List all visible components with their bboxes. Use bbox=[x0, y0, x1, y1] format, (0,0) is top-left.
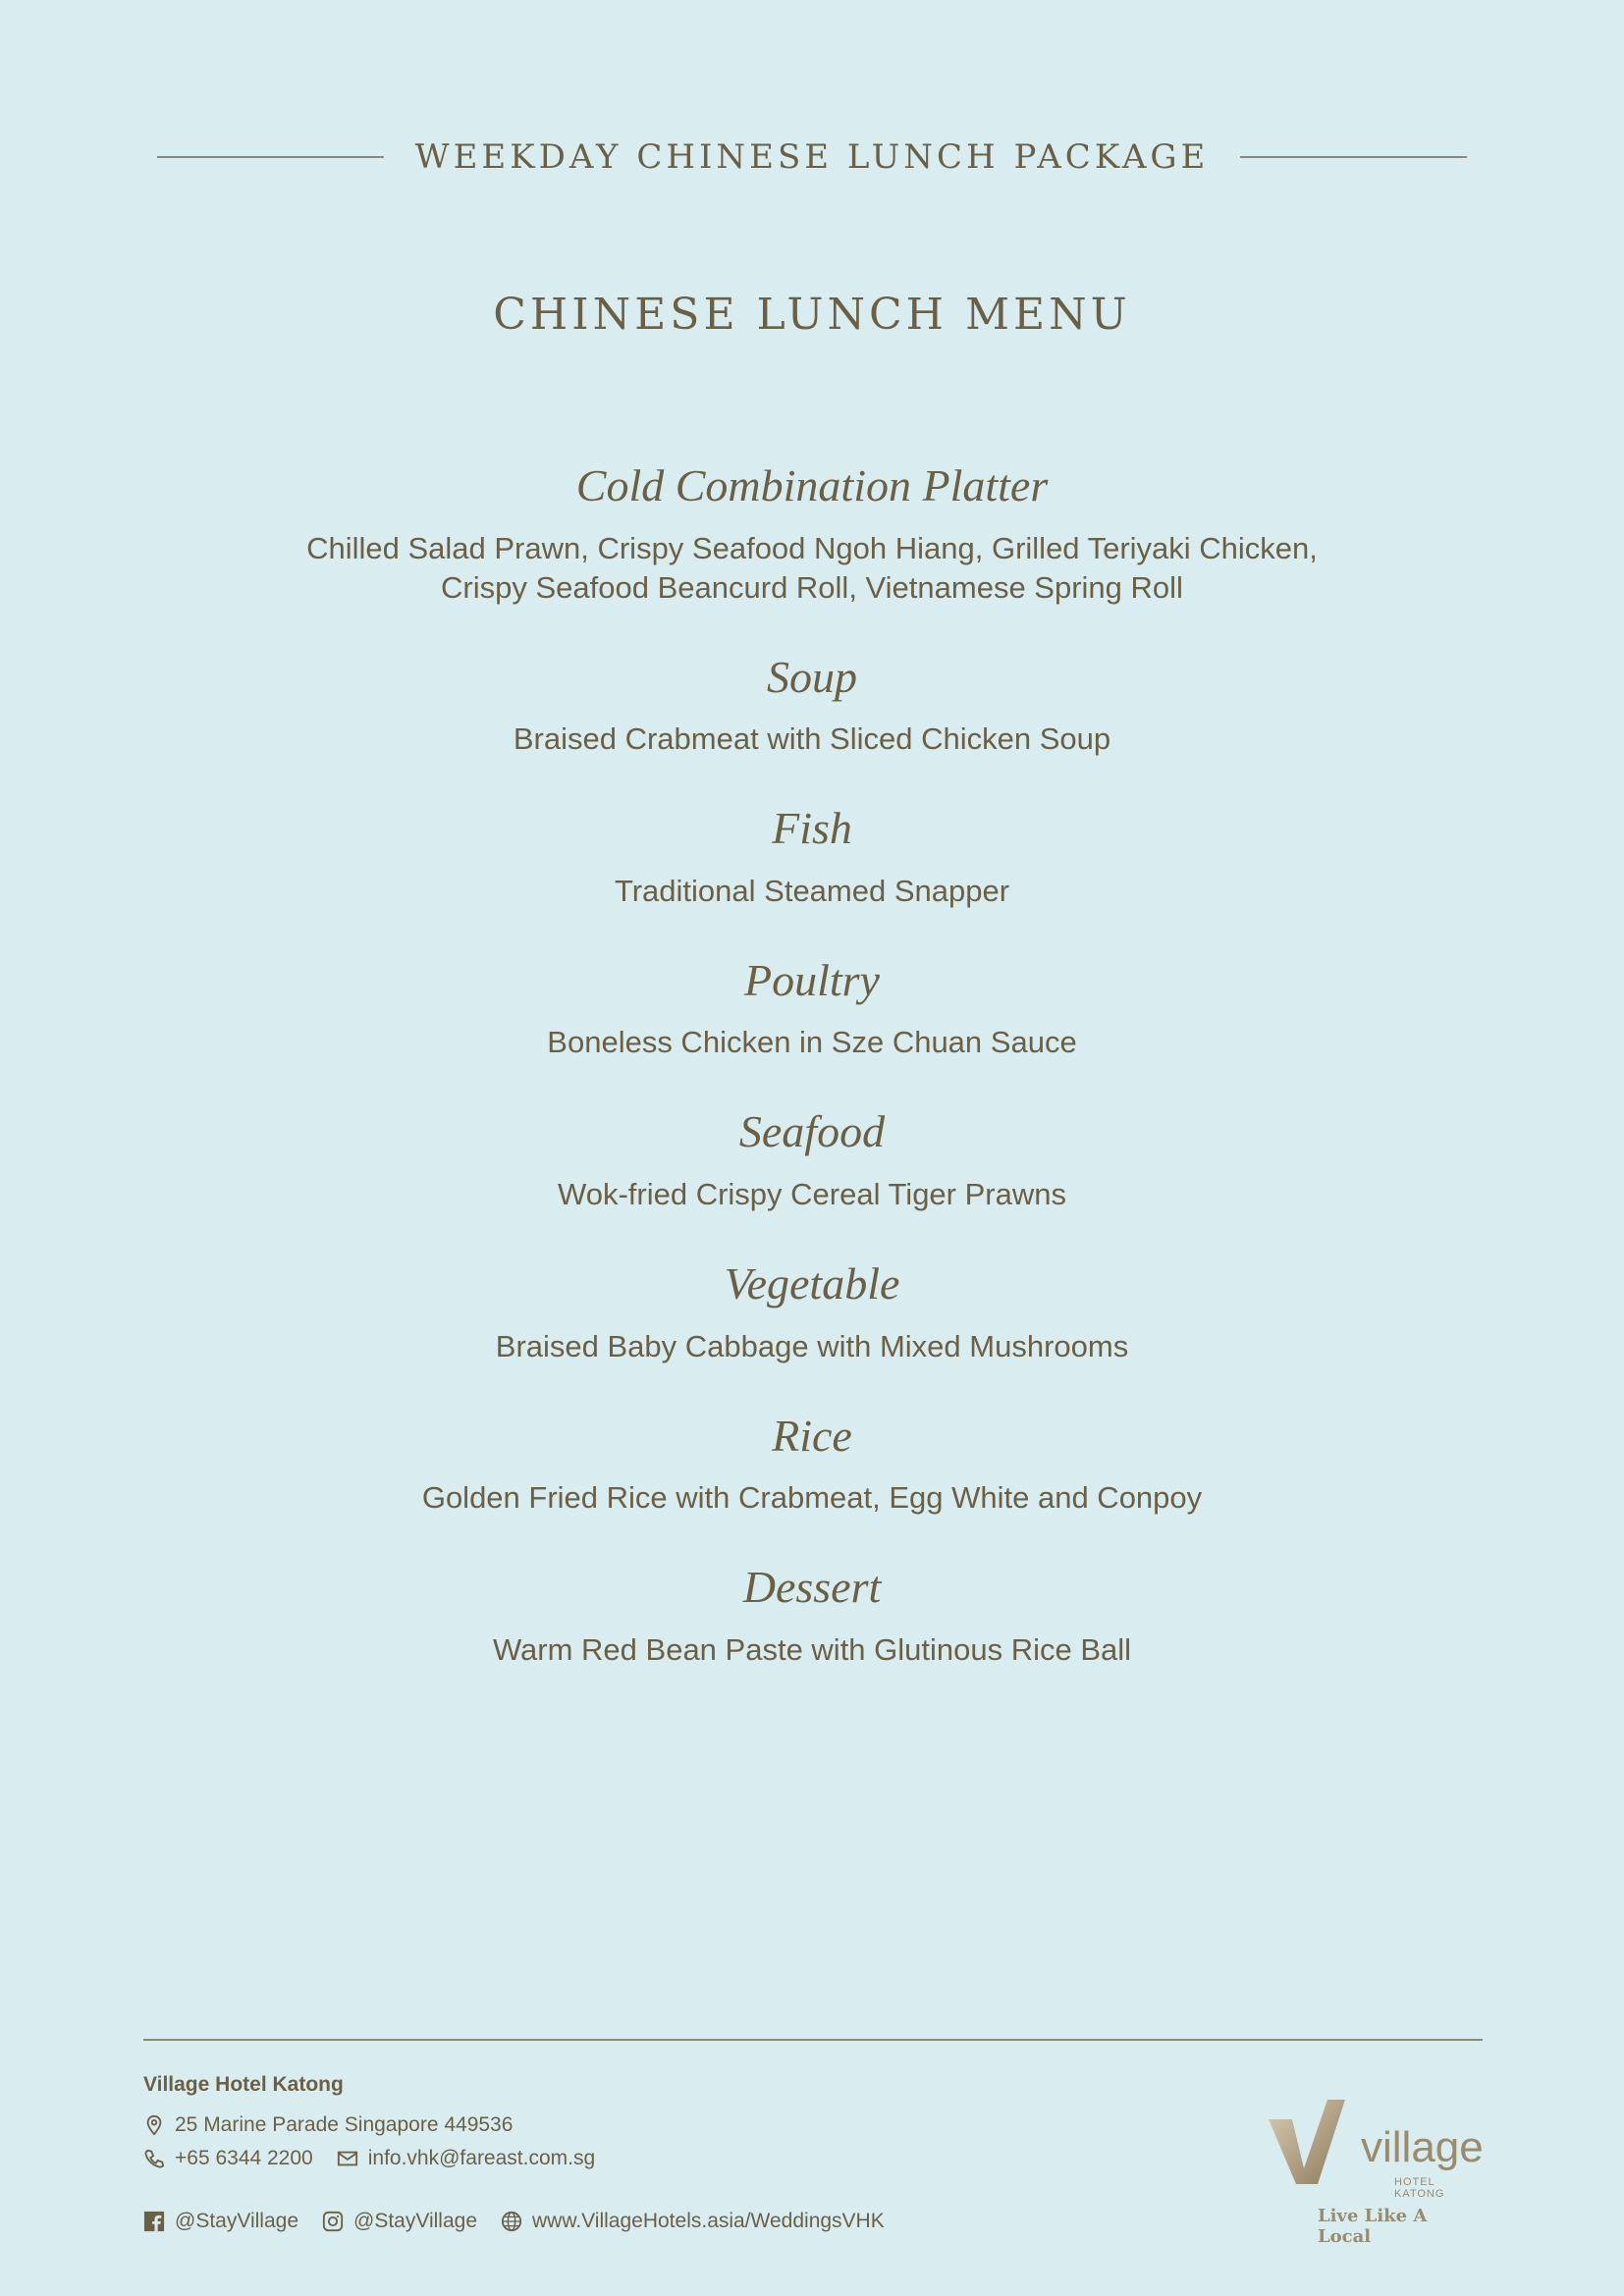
hotel-name: Village Hotel Katong bbox=[143, 2073, 344, 2096]
menu-list bbox=[0, 461, 1624, 1715]
menu-title: CHINESE LUNCH MENU bbox=[493, 290, 1131, 340]
mail-icon bbox=[337, 2148, 358, 2169]
instagram-icon bbox=[322, 2211, 344, 2232]
social-row bbox=[143, 2205, 885, 2238]
course-vegetable bbox=[0, 1259, 1624, 1366]
phone-icon bbox=[143, 2148, 165, 2169]
instagram-handle[interactable]: @StayVillage bbox=[353, 2210, 477, 2232]
logo-tagline: Live Like A Local bbox=[1318, 2206, 1428, 2247]
course-item: Golden Fried Rice with Crabmeat, Egg White and Conpoy bbox=[421, 1480, 1203, 1516]
course-item: Chilled Salad Prawn, Crispy Seafood Ngoh Hiang, Grilled Teriyaki Chicken, bbox=[306, 530, 1318, 565]
phone-email-row bbox=[143, 2142, 885, 2175]
address-row bbox=[143, 2109, 885, 2142]
course-item: Wok-fried Crispy Cereal Tiger Prawns bbox=[558, 1176, 1066, 1211]
course-soup bbox=[0, 653, 1624, 760]
course-item: Traditional Steamed Snapper bbox=[614, 873, 1010, 908]
footer-divider bbox=[143, 2039, 1483, 2041]
course-name: Seafood bbox=[738, 1106, 886, 1157]
course-item: Warm Red Bean Paste with Glutinous Rice Ball bbox=[492, 1631, 1132, 1667]
logo-subtitle: HOTEL KATONG bbox=[1394, 2176, 1445, 2200]
page-header bbox=[157, 137, 1467, 177]
package-title: WEEKDAY CHINESE LUNCH PACKAGE bbox=[414, 137, 1210, 177]
village-logo bbox=[1267, 2096, 1484, 2247]
course-item: Boneless Chicken in Sze Chuan Sauce bbox=[547, 1025, 1077, 1060]
course-name: Vegetable bbox=[724, 1257, 900, 1308]
header-rule-left bbox=[157, 156, 384, 158]
course-item: Crispy Seafood Beancurd Roll, Vietnamese Spring Roll bbox=[441, 569, 1183, 605]
course-name: Fish bbox=[772, 803, 852, 854]
course-name: Rice bbox=[772, 1410, 852, 1461]
course-fish bbox=[0, 804, 1624, 911]
address-text: 25 Marine Parade Singapore 449536 bbox=[175, 2113, 514, 2136]
course-item: Braised Crabmeat with Sliced Chicken Soup bbox=[513, 721, 1111, 757]
course-poultry bbox=[0, 956, 1624, 1063]
course-cold-platter bbox=[0, 461, 1624, 608]
phone-text[interactable]: +65 6344 2200 bbox=[175, 2147, 313, 2169]
footer-contact bbox=[143, 2073, 885, 2238]
logo-wordmark: village bbox=[1361, 2123, 1484, 2171]
facebook-handle[interactable]: @StayVillage bbox=[175, 2210, 298, 2232]
course-seafood bbox=[0, 1107, 1624, 1214]
location-pin-icon bbox=[143, 2114, 165, 2136]
course-rice bbox=[0, 1412, 1624, 1519]
course-name: Dessert bbox=[742, 1562, 882, 1613]
course-item: Braised Baby Cabbage with Mixed Mushrooms bbox=[495, 1328, 1129, 1363]
v-mark-icon bbox=[1267, 2100, 1355, 2186]
facebook-icon bbox=[143, 2211, 165, 2232]
course-dessert bbox=[0, 1563, 1624, 1670]
header-rule-right bbox=[1240, 156, 1467, 158]
globe-icon bbox=[501, 2211, 522, 2232]
course-name: Soup bbox=[767, 651, 857, 702]
course-name: Poultry bbox=[744, 954, 880, 1005]
course-name: Cold Combination Platter bbox=[575, 460, 1049, 510]
website-link[interactable]: www.VillageHotels.asia/WeddingsVHK bbox=[532, 2210, 885, 2232]
email-link[interactable]: info.vhk@fareast.com.sg bbox=[367, 2147, 596, 2169]
